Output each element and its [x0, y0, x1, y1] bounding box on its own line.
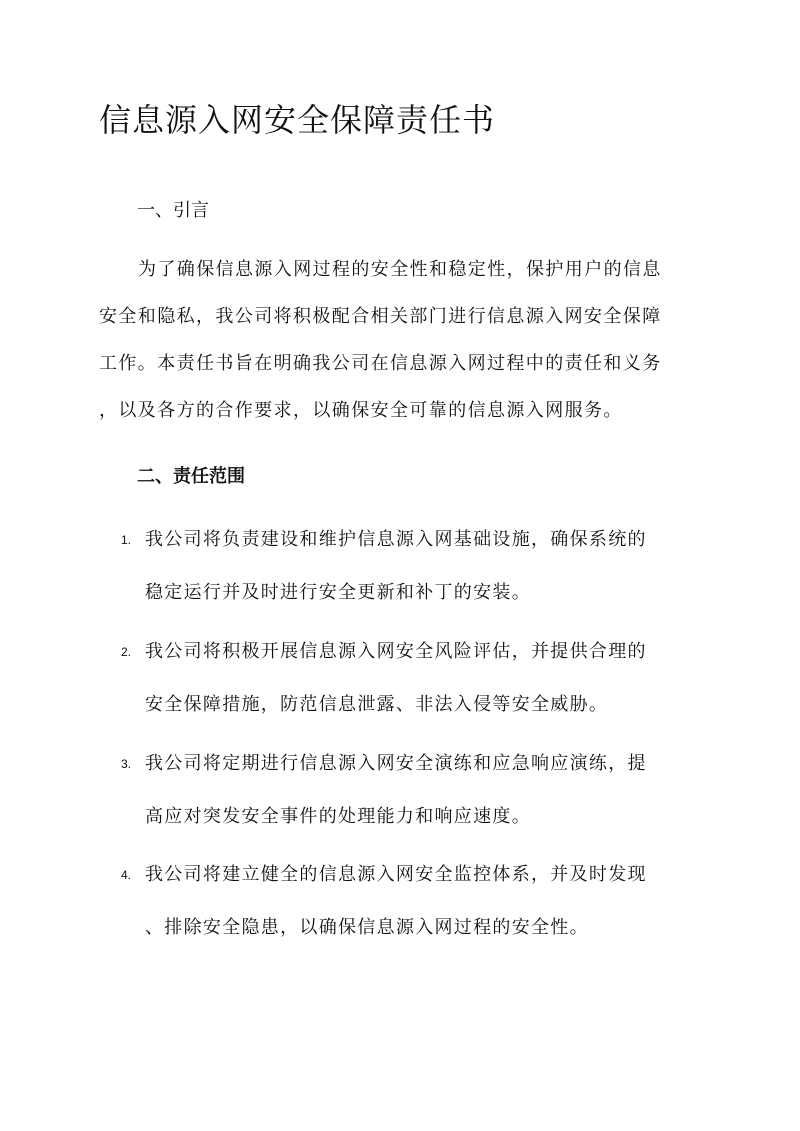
- list-item-line: 我公司将建立健全的信息源入网安全监控体系，并及时发现: [145, 864, 647, 885]
- list-item-line: 高应对突发安全事件的处理能力和响应速度。: [145, 806, 531, 827]
- list-item-number: 4.: [121, 868, 132, 882]
- section-heading-introduction: 一、引言: [137, 200, 209, 221]
- introduction-paragraph: [99, 252, 699, 440]
- paragraph-line: 工作。本责任书旨在明确我公司在信息源入网过程中的责任和义务: [99, 353, 662, 374]
- list-item-text: [145, 634, 647, 740]
- list-item-text: [145, 857, 647, 963]
- list-item-text: [145, 746, 647, 852]
- list-item-number: 2.: [121, 645, 132, 659]
- paragraph-line: 为了确保信息源入网过程的安全性和稳定性，保护用户的信息: [138, 259, 662, 280]
- list-item-line: 、排除安全隐患，以确保信息源入网过程的安全性。: [145, 917, 589, 938]
- list-item-number: 1.: [121, 533, 132, 547]
- list-item-line: 安全保障措施，防范信息泄露、非法入侵等安全威胁。: [145, 694, 609, 715]
- list-item-line: 稳定运行并及时进行安全更新和补丁的安装。: [145, 582, 531, 603]
- paragraph-line: 安全和隐私，我公司将积极配合相关部门进行信息源入网安全保障: [99, 306, 662, 327]
- list-item-text: [145, 522, 647, 628]
- document-title: 信息源入网安全保障责任书: [99, 101, 496, 139]
- list-item-number: 3.: [121, 757, 132, 771]
- paragraph-line: ，以及各方的合作要求，以确保安全可靠的信息源入网服务。: [99, 400, 623, 421]
- list-item-line: 我公司将定期进行信息源入网安全演练和应急响应演练，提: [145, 753, 647, 774]
- section-heading-responsibility-scope: 二、责任范围: [137, 466, 245, 487]
- list-item-line: 我公司将负责建设和维护信息源入网基础设施，确保系统的: [145, 529, 647, 550]
- list-item-line: 我公司将积极开展信息源入网安全风险评估，并提供合理的: [145, 641, 647, 662]
